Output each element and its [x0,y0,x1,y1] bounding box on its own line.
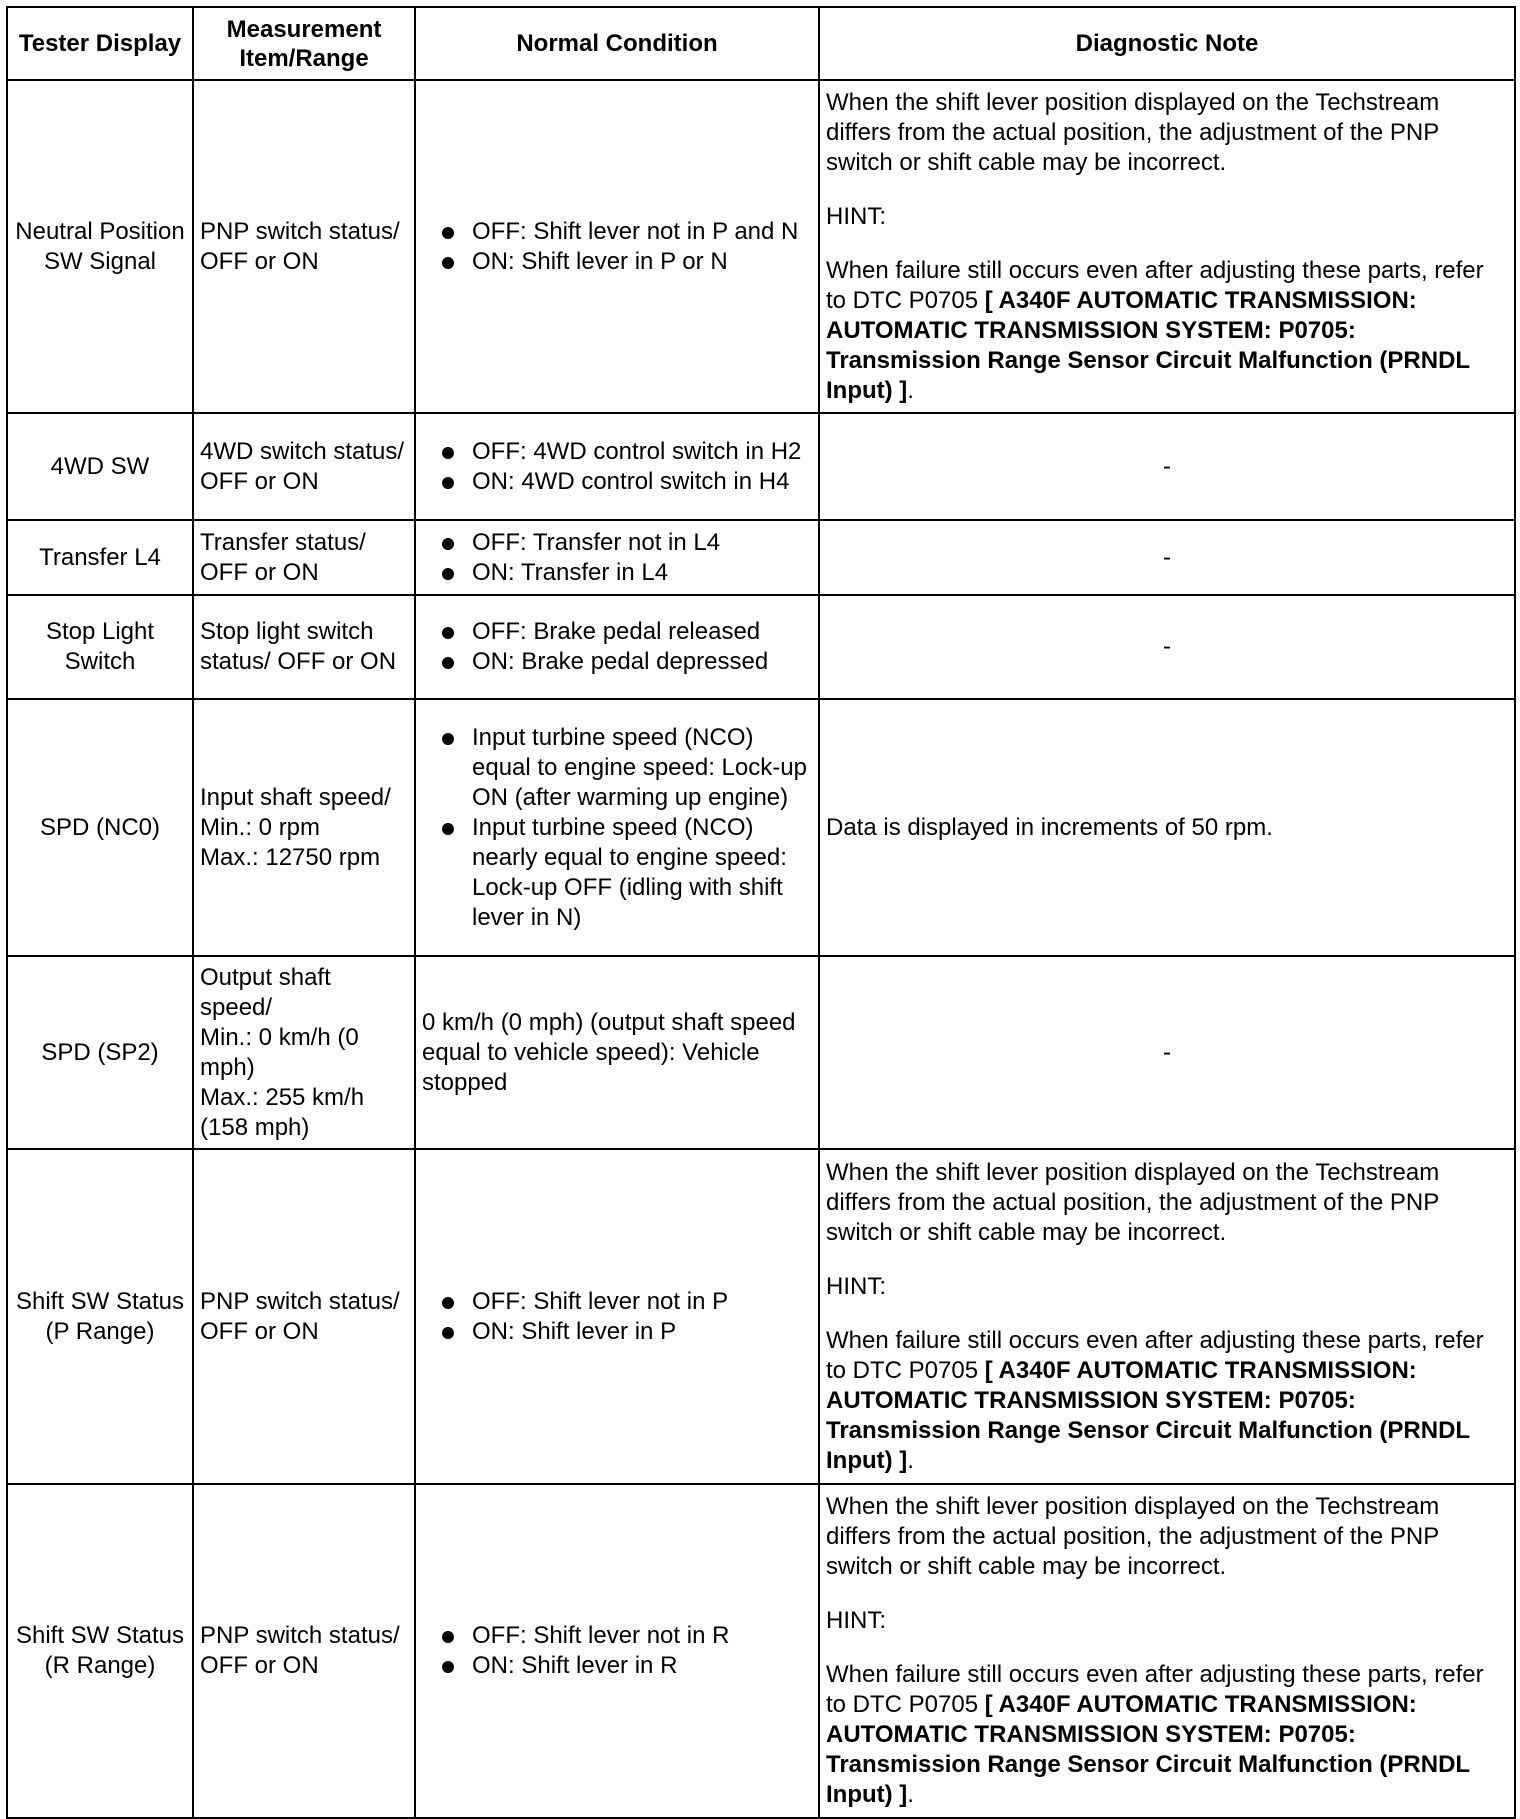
condition-item: Input turbine speed (NCO) equal to engine speed: Lock-up ON (after warming up engine) [422,723,812,813]
condition-item: ON: Transfer in L4 [422,558,812,588]
note-intro: When the shift lever position displayed on the Techstream differs from the actual position, the adjustment of the PNP switch or shift cable may be incorrect. [826,1493,1440,1580]
condition-item: ON: Brake pedal depressed [422,647,812,677]
diagnostic-note-cell: - [819,520,1515,595]
table-row [7,80,1515,413]
table-row [7,1484,1515,1818]
measurement-cell: Stop light switch status/ OFF or ON [193,595,415,699]
measurement-cell: Transfer status/ OFF or ON [193,520,415,595]
measurement-cell: Input shaft speed/ Min.: 0 rpm Max.: 12750 rpm [193,699,415,956]
header-diagnostic-note: Diagnostic Note [819,7,1515,80]
table-row [7,956,1515,1149]
diagnostic-note-cell [819,1484,1515,1818]
note-reference: When failure still occurs even after adjusting these parts, refer to DTC P0705 [ A340F AUTOMATIC TRANSMISSION: AUTOMATIC TRANSMISSION SYSTEM: P0705: Transmission Range Sensor Circuit Malfunction (PRNDL Input) ]. [826,1326,1484,1474]
condition-item: OFF: Transfer not in L4 [422,528,812,558]
condition-item: ON: Shift lever in P or N [422,247,812,277]
condition-item: ON: 4WD control switch in H4 [422,467,812,497]
condition-item: Input turbine speed (NCO) nearly equal to engine speed: Lock-up OFF (idling with shift lever in N) [422,813,812,933]
hint-label: HINT: [826,1607,886,1634]
measurement-cell: PNP switch status/ OFF or ON [193,1149,415,1484]
tester-display-cell: SPD (NC0) [7,699,193,956]
tester-display-cell: Neutral Position SW Signal [7,80,193,413]
note-reference: When failure still occurs even after adjusting these parts, refer to DTC P0705 [ A340F AUTOMATIC TRANSMISSION: AUTOMATIC TRANSMISSION SYSTEM: P0705: Transmission Range Sensor Circuit Malfunction (PRNDL Input) ]. [826,256,1484,404]
diagnostic-note-cell: - [819,413,1515,520]
tester-display-cell: Stop Light Switch [7,595,193,699]
normal-condition-cell [415,80,819,413]
data-list-table [6,6,1516,1819]
tester-display-cell: 4WD SW [7,413,193,520]
normal-condition-cell: 0 km/h (0 mph) (output shaft speed equal to vehicle speed): Vehicle stopped [415,956,819,1149]
condition-item: ON: Shift lever in R [422,1651,812,1681]
header-normal-condition: Normal Condition [415,7,819,80]
header-row [7,7,1515,80]
table-row [7,520,1515,595]
measurement-cell: PNP switch status/ OFF or ON [193,80,415,413]
condition-item: OFF: 4WD control switch in H2 [422,437,812,467]
dtc-reference-link: [ A340F AUTOMATIC TRANSMISSION: AUTOMATIC TRANSMISSION SYSTEM: P0705: Transmission Range Sensor Circuit Malfunction (PRNDL Input) ] [826,1691,1470,1808]
condition-item: OFF: Brake pedal released [422,617,812,647]
header-measurement: Measurement Item/Range [193,7,415,80]
measurement-cell: 4WD switch status/ OFF or ON [193,413,415,520]
condition-item: OFF: Shift lever not in R [422,1621,812,1651]
tester-display-cell: Shift SW Status (P Range) [7,1149,193,1484]
measurement-cell: PNP switch status/ OFF or ON [193,1484,415,1818]
diagnostic-note-cell [819,80,1515,413]
table-row [7,1149,1515,1484]
condition-item: ON: Shift lever in P [422,1317,812,1347]
dtc-reference-link: [ A340F AUTOMATIC TRANSMISSION: AUTOMATIC TRANSMISSION SYSTEM: P0705: Transmission Range Sensor Circuit Malfunction (PRNDL Input) ] [826,1356,1470,1474]
normal-condition-cell [415,699,819,956]
tester-display-cell: SPD (SP2) [7,956,193,1149]
note-intro: When the shift lever position displayed on the Techstream differs from the actual position, the adjustment of the PNP switch or shift cable may be incorrect. [826,88,1440,176]
table-row [7,595,1515,699]
table-row [7,413,1515,520]
condition-item: OFF: Shift lever not in P and N [422,217,812,247]
diagnostic-note-cell: Data is displayed in increments of 50 rpm. [819,699,1515,956]
normal-condition-cell [415,1484,819,1818]
hint-label: HINT: [826,202,886,230]
diagnostic-note-cell: - [819,595,1515,699]
normal-condition-cell [415,595,819,699]
normal-condition-cell [415,413,819,520]
note-intro: When the shift lever position displayed on the Techstream differs from the actual position, the adjustment of the PNP switch or shift cable may be incorrect. [826,1158,1440,1246]
hint-label: HINT: [826,1272,886,1300]
diagnostic-note-cell [819,1149,1515,1484]
measurement-cell: Output shaft speed/ Min.: 0 km/h (0 mph) Max.: 255 km/h (158 mph) [193,956,415,1149]
normal-condition-cell [415,1149,819,1484]
condition-item: OFF: Shift lever not in P [422,1287,812,1317]
tester-display-cell: Transfer L4 [7,520,193,595]
diagnostic-note-cell: - [819,956,1515,1149]
tester-display-cell: Shift SW Status (R Range) [7,1484,193,1818]
table-row [7,699,1515,956]
dtc-reference-link: [ A340F AUTOMATIC TRANSMISSION: AUTOMATIC TRANSMISSION SYSTEM: P0705: Transmission Range Sensor Circuit Malfunction (PRNDL Input) ] [826,286,1470,404]
note-reference: When failure still occurs even after adjusting these parts, refer to DTC P0705 [ A340F AUTOMATIC TRANSMISSION: AUTOMATIC TRANSMISSION SYSTEM: P0705: Transmission Range Sensor Circuit Malfunction (PRNDL Input) ]. [826,1661,1484,1808]
header-tester-display: Tester Display [7,7,193,80]
normal-condition-cell [415,520,819,595]
